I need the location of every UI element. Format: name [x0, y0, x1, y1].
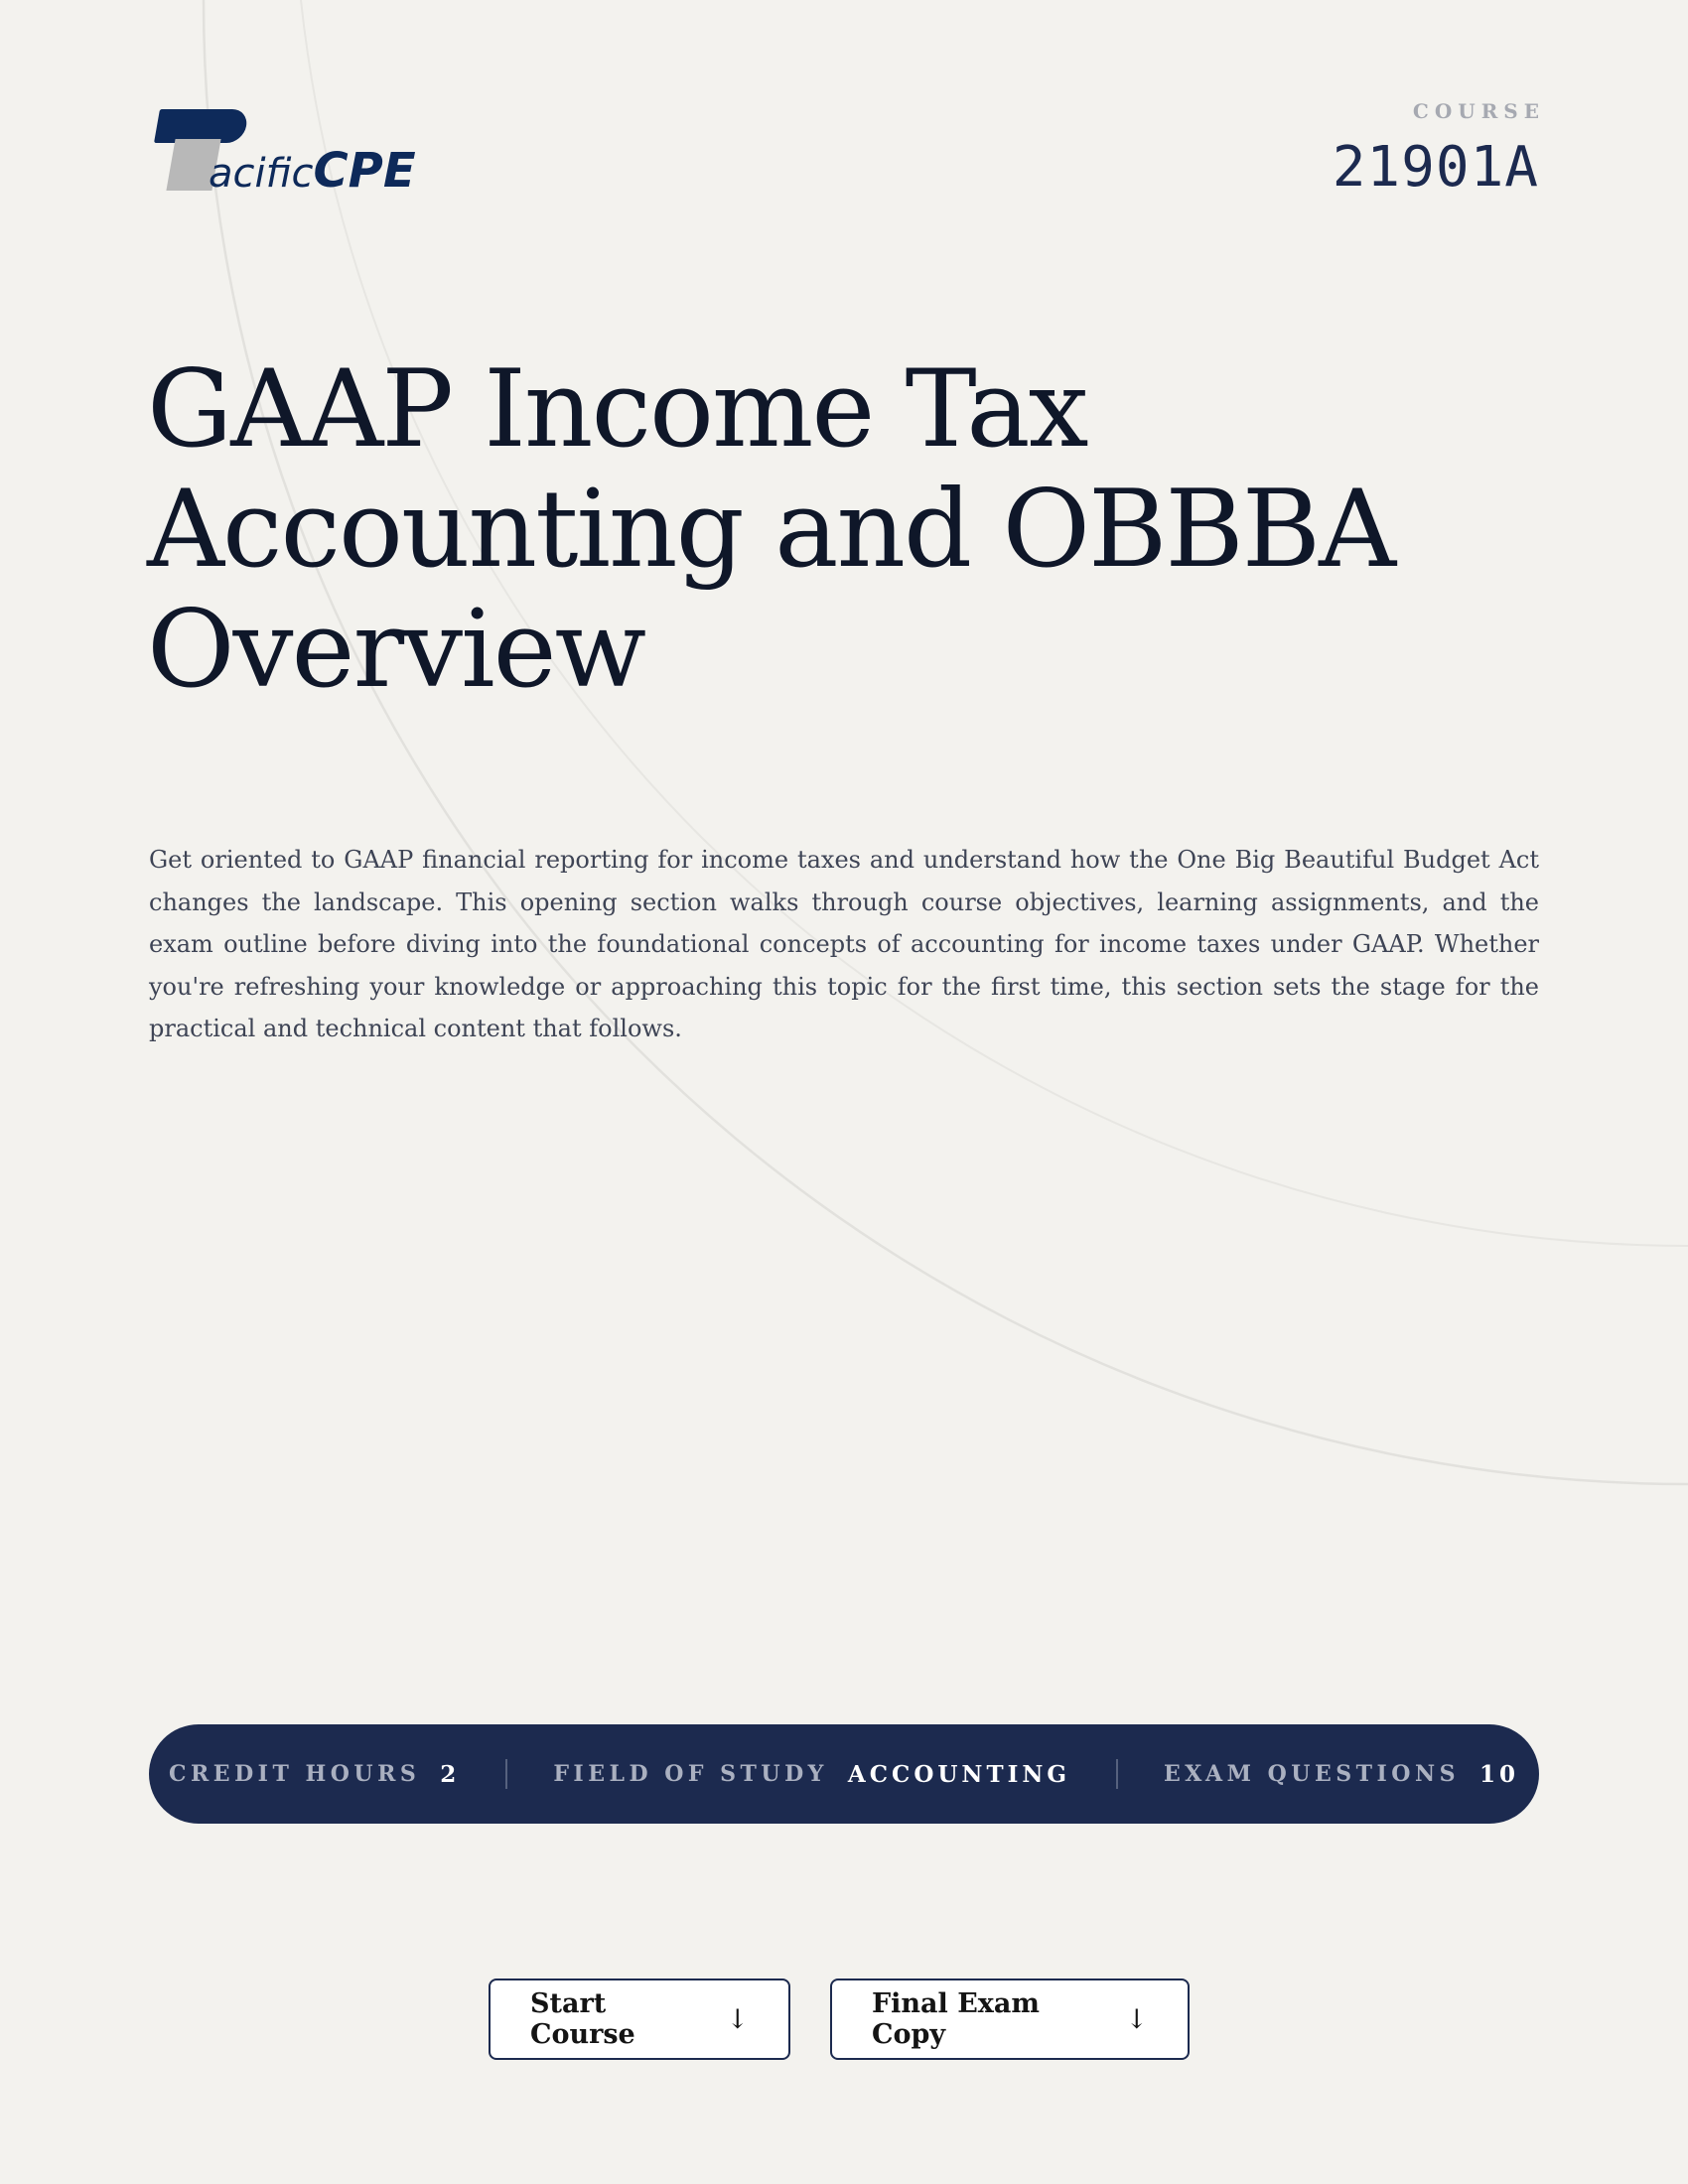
- background-arc-outer: [204, 0, 1688, 1484]
- logo-wordmark: [209, 145, 416, 200]
- stat-value: 2: [440, 1760, 461, 1788]
- start-course-label: Start Course: [530, 1988, 635, 2050]
- course-number: 21901A: [1332, 135, 1539, 200]
- final-exam-copy-label: Final Exam Copy: [872, 1988, 1040, 2050]
- start-course-button[interactable]: [489, 1979, 790, 2060]
- stat-value: ACCOUNTING: [847, 1760, 1070, 1788]
- course-description: Get oriented to GAAP financial reporting for income taxes and understand how the One Big Beautiful Budget Act changes the landscape. This opening section walks through course objectives, learning assignments, and the exam outline before diving into the foundational concepts of accounting for income taxes under GAAP. Whether you're refreshing your knowledge or approaching this topic for the first time, this section sets the stage for the practical and technical content that follows.: [149, 846, 1539, 1042]
- pacific-cpe-logo: [149, 103, 416, 203]
- logo-p-bowl: [154, 109, 249, 143]
- final-exam-copy-button[interactable]: [830, 1979, 1190, 2060]
- course-stats-bar: [149, 1724, 1539, 1824]
- action-buttons: [0, 1979, 1688, 2060]
- arrow-down-icon: ↓: [726, 2003, 749, 2035]
- stat-field-of-study: [553, 1761, 1070, 1788]
- stat-divider: [505, 1759, 507, 1789]
- course-title: GAAP Income Tax Accounting and OBBBA Overview: [147, 347, 1395, 712]
- course-info: [1332, 99, 1545, 200]
- logo-wordmark-bold: CPE: [313, 143, 416, 199]
- arrow-down-icon: ↓: [1125, 2003, 1148, 2035]
- stat-value: 10: [1478, 1760, 1519, 1788]
- course-label: COURSE: [1412, 99, 1545, 123]
- stat-exam-questions: [1164, 1761, 1519, 1788]
- stat-label: FIELD OF STUDY: [553, 1761, 828, 1787]
- stat-credit-hours: [169, 1761, 460, 1788]
- stat-label: CREDIT HOURS: [169, 1761, 421, 1787]
- stat-divider: [1116, 1759, 1118, 1789]
- logo-wordmark-light: acific: [209, 151, 314, 197]
- stat-label: EXAM QUESTIONS: [1164, 1761, 1460, 1787]
